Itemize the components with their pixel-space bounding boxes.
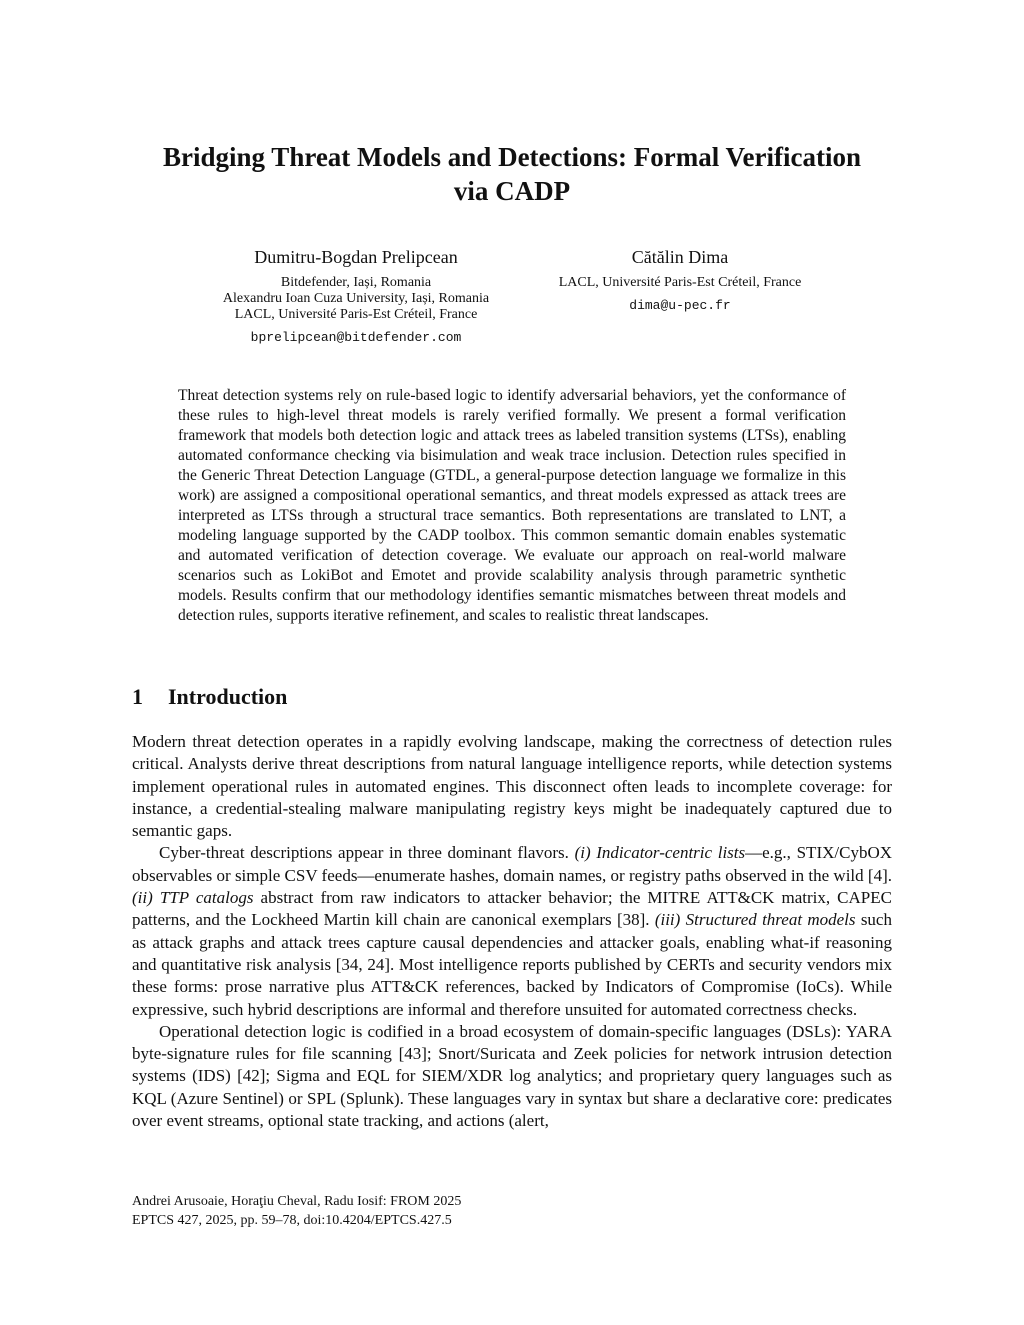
abstract — [178, 386, 846, 626]
paragraph-2-emphasis: (ii) TTP catalogs — [132, 888, 254, 908]
paragraph-2-text: Cyber-threat descriptions appear in three dominant flavors. — [159, 843, 575, 863]
abstract-text: Threat detection systems rely on rule-based logic to identify adversarial behaviors, yet the conformance of these rules to high-level threat models is rarely verified formally. We present a formal verification framework that models both detection logic and attack trees as labeled transition systems (LTSs), enabling automated conformance checking via bisimulation and weak trace inclusion. Detection rules specified in the Generic Threat Detection Language (GTDL, a general-purpose detection language we formalize in this work) are assigned a compositional operational semantics, and threat models expressed as attack trees are interpreted as LTSs through a structural trace semantics. Both representations are translated to LNT, a modeling language supported by the CADP toolbox. This common semantic domain enables systematic and automated verification of detection coverage. We evaluate our approach on real-world malware scenarios such as LokiBot and Emotet and provide scalability analysis through parametric synthetic models. Results confirm that our methodology identifies semantic mismatches between threat models and detection rules, supports iterative refinement, and scales to realistic threat landscapes. — [178, 387, 846, 624]
author-email: dima@u-pec.fr — [629, 298, 731, 313]
author-name: Cătălin Dima — [631, 247, 729, 267]
paragraph-2-text: —e.g., STIX/CybOX observables or simple CSV feeds—enumerate hashes, domain names, or registry paths observed in the wild [4]. — [132, 843, 892, 885]
paragraph-2-text: such as attack graphs and attack trees capture causal dependencies and attacker goals, enabling what-if reasoning and quantitative risk analysis [34, 24]. Most intelligence reports published by CERTs and security vendors mix these forms: prose narrative plus ATT&CK references, backed by Indicators of Compromise (IoCs). While expressive, such hybrid descriptions are informal and therefore unsuited for automated correctness checks. — [132, 910, 892, 1019]
footer-venue: Andrei Arusoaie, Horaţiu Cheval, Radu Iosif: FROM 2025 — [132, 1194, 462, 1209]
author-affiliation: LACL, Université Paris-Est Créteil, France — [558, 275, 802, 290]
section-title: Introduction — [168, 684, 288, 709]
page-footer — [132, 1192, 461, 1230]
paragraph-3: Operational detection logic is codified in a broad ecosystem of domain-specific languages (DSLs): YARA byte-signature rules for file scanning [43]; Snort/Suricata and Zeek policies for network intrusion detection systems (IDS) [42]; Sigma and EQL for SIEM/XDR log analytics; and proprietary query languages such as KQL (Azure Sentinel) or SPL (Splunk). These languages vary in syntax but share a declarative core: predicates over event streams, optional state tracking, and actions (alert, — [132, 1021, 892, 1131]
author-name: Dumitru-Bogdan Prelipcean — [254, 247, 458, 267]
introduction-body — [132, 731, 892, 1132]
author-block-prelipcean — [196, 246, 516, 346]
paper-title-line-2: via CADP — [453, 176, 571, 206]
footer-citation: EPTCS 427, 2025, pp. 59–78, doi:10.4204/EPTCS.427.5 — [132, 1213, 452, 1228]
section-number: 1 — [132, 684, 143, 709]
paragraph-2 — [132, 842, 892, 1020]
author-affiliation: LACL, Université Paris-Est Créteil, France — [234, 307, 478, 322]
author-email: bprelipcean@bitdefender.com — [250, 330, 462, 345]
author-affiliation: Alexandru Ioan Cuza University, Iași, Romania — [222, 291, 490, 306]
section-heading-introduction — [132, 683, 287, 711]
paper-title — [100, 140, 924, 208]
paper-title-line-1: Bridging Threat Models and Detections: Formal Verification — [163, 142, 861, 172]
paragraph-2-emphasis: (i) Indicator-centric lists — [574, 843, 746, 863]
paragraph-1: Modern threat detection operates in a rapidly evolving landscape, making the correctness of detection rules critical. Analysts derive threat descriptions from natural language intelligence reports, while detection systems implement operational rules in automated engines. This disconnect often leads to incomplete coverage: for instance, a credential-stealing malware manipulating registry keys might be inadequately captured due to semantic gaps. — [132, 732, 892, 841]
paragraph-2-emphasis: (iii) Structured threat models — [654, 910, 856, 930]
paragraph-2-text: abstract from raw indicators to attacker behavior; the MITRE ATT&CK matrix, CAPEC patterns, and the Lockheed Martin kill chain are canonical exemplars [38]. — [132, 888, 892, 930]
author-affiliation: Bitdefender, Iași, Romania — [280, 275, 432, 290]
author-block-dima — [530, 246, 830, 314]
